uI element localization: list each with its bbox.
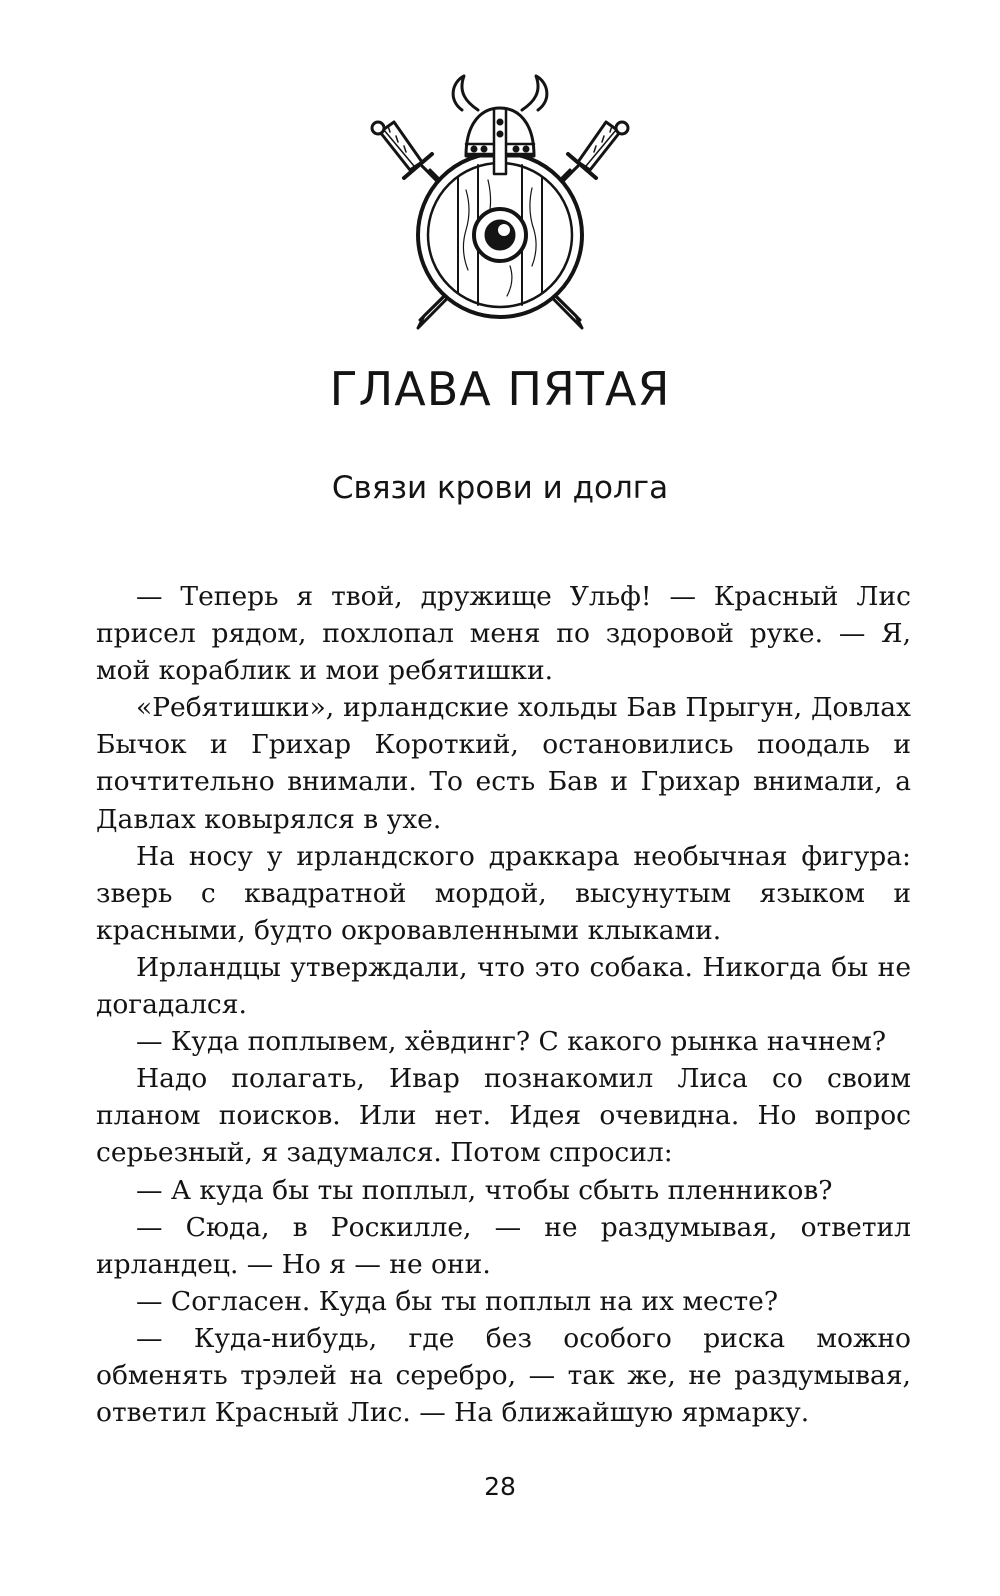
paragraph: — Сюда, в Роскилле, — не раздумывая, ответил ирландец. — Но я — не они.	[96, 1211, 911, 1280]
paragraph: Надо полагать, Ивар познакомил Лиса со своим планом поисков. Или нет. Идея очевидна. Но вопрос серьезный, я задумался. Потом спросил:	[96, 1063, 911, 1169]
chapter-body	[96, 578, 911, 1431]
chapter-subtitle: Связи крови и долга	[331, 470, 669, 506]
paragraph: — Куда поплывем, хёвдинг? С какого рынка начнем?	[136, 1026, 887, 1058]
paragraph: — Куда-нибудь, где без особого риска можно обменять трэлей на серебро, — так же, не раздумывая, ответил Красный Лис. — На ближайшую ярмарку.	[96, 1322, 911, 1429]
paragraph: — Согласен. Куда бы ты поплыл на их месте?	[136, 1285, 779, 1317]
paragraph: — А куда бы ты поплыл, чтобы сбыть пленников?	[136, 1174, 833, 1206]
chapter-title: ГЛАВА ПЯТАЯ	[329, 362, 671, 416]
paragraph: — Теперь я твой, дружище Ульф! — Красный Лис присел рядом, похлопал меня по здоровой руке. — Я, мой кораблик и мои ребятишки.	[96, 581, 911, 687]
viking-emblem-icon	[370, 70, 630, 340]
round-shield-icon	[418, 153, 582, 317]
page-number: 28	[484, 1472, 516, 1501]
paragraph: «Ребятишки», ирландские хольды Бав Прыгун, Довлах Бычок и Грихар Короткий, остановились поодаль и почтительно внимали. То есть Бав и Грихар внимали, а Давлах ковырялся в ухе.	[96, 692, 911, 835]
paragraph: Ирландцы утверждали, что это собака. Никогда бы не догадался.	[96, 951, 911, 1021]
paragraph: На носу у ирландского драккара необычная фигура: зверь с квадратной мордой, высунутым языком и красными, будто окровавленными клыками.	[96, 840, 911, 946]
